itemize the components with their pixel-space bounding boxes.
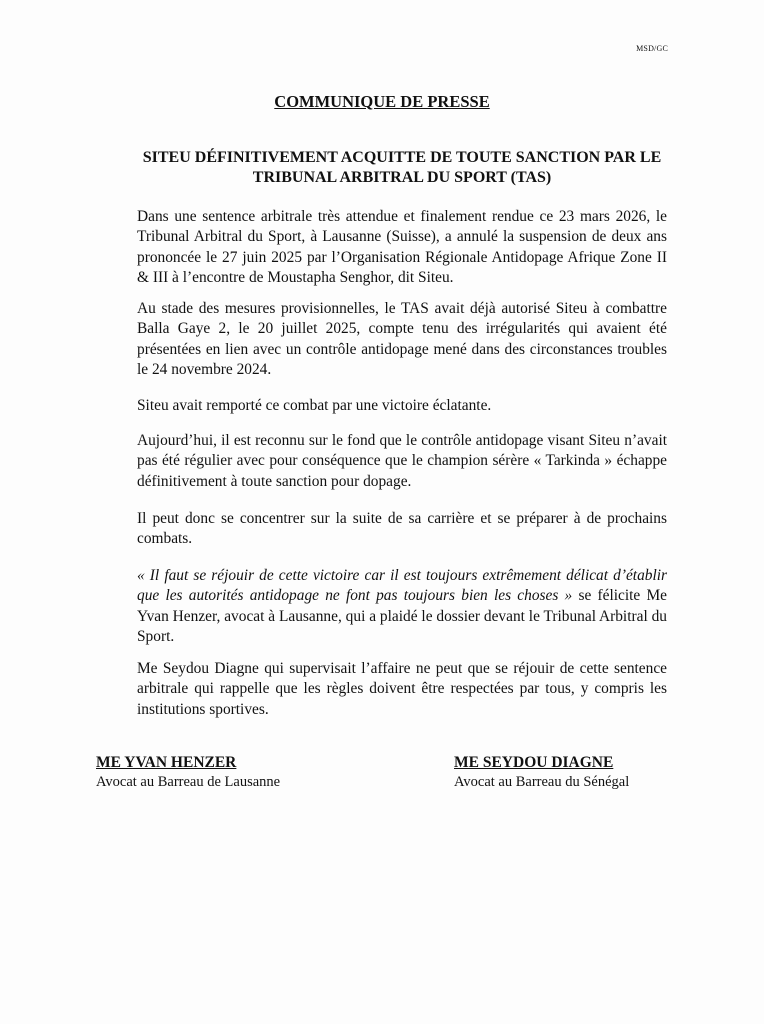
- document-reference: MSD/GC: [636, 44, 668, 53]
- quote-attribution: se félicite Me Yvan Henzer, avocat à Lausanne, qui a plaidé le dossier devant le Tribunal Arbitral du Sport.: [137, 587, 667, 645]
- signatory-name-left: ME YVAN HENZER: [96, 754, 237, 771]
- paragraph-provisional-measures: Au stade des mesures provisionnelles, le TAS avait déjà autorisé Siteu à combattre Balla Gaye 2, le 20 juillet 2025, compte tenu des irrégularités qui avaient été présentées en lien avec un contrôle antidopage mené dans des circonstances troubles le 24 novembre 2024.: [137, 300, 667, 378]
- signatory-role-right: Avocat au Barreau du Sénégal: [454, 774, 630, 790]
- paragraph-victory: Siteu avait remporté ce combat par une victoire éclatante.: [137, 397, 492, 414]
- paragraph-career: Il peut donc se concentrer sur la suite de sa carrière et se préparer à de prochains combats.: [137, 510, 667, 548]
- paragraph-quote: [137, 566, 667, 647]
- lawyer-quote: « Il faut se réjouir de cette victoire car il est toujours extrêmement délicat d’établir que les autorités antidopage ne font pas toujours bien les choses »: [137, 567, 667, 605]
- paragraph-ruling: Dans une sentence arbitrale très attendue et finalement rendue ce 23 mars 2026, le Tribunal Arbitral du Sport, à Lausanne (Suisse), a annulé la suspension de deux ans prononcée le 27 juin 2025 par l’Organisation Régionale Antidopage Afrique Zone II & III à l’encontre de Moustapha Senghor, dit Siteu.: [137, 208, 667, 286]
- headline: SITEU DÉFINITIVEMENT ACQUITTE DE TOUTE SANCTION PAR LE TRIBUNAL ARBITRAL DU SPORT (TAS): [142, 149, 662, 186]
- signature-block-left: [96, 753, 280, 791]
- signatory-name-right: ME SEYDOU DIAGNE: [454, 754, 614, 771]
- paragraph-merits: Aujourd’hui, il est reconnu sur le fond que le contrôle antidopage visant Siteu n’avait pas été régulier avec pour conséquence que le champion sérère « Tarkinda » échappe définitivement à toute sanction pour dopage.: [137, 432, 667, 490]
- signatory-role-left: Avocat au Barreau de Lausanne: [96, 774, 281, 790]
- paragraph-supervision: Me Seydou Diagne qui supervisait l’affaire ne peut que se réjouir de cette sentence arbitrale qui rappelle que les règles doivent être respectées par tous, y compris les institutions sportives.: [137, 660, 667, 718]
- signature-block-right: [454, 753, 629, 791]
- page-title: COMMUNIQUE DE PRESSE: [274, 92, 490, 111]
